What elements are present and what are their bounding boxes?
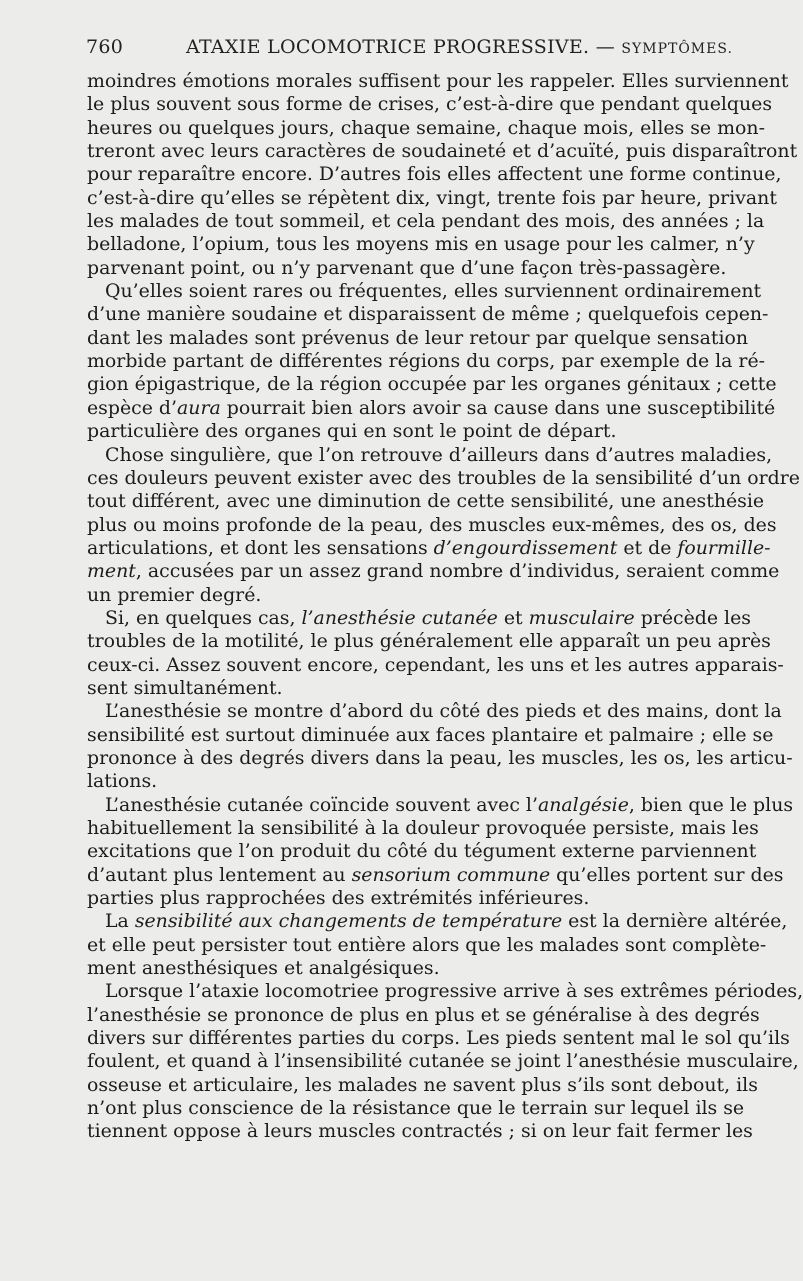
italic-text: analgésie xyxy=(537,793,629,816)
italic-text: aura xyxy=(177,396,221,419)
text-line xyxy=(87,746,793,770)
line-text: et xyxy=(497,606,529,629)
text-line xyxy=(87,677,735,700)
line-text: les malades de tout sommeil, et cela pendant des mois, des années ; la xyxy=(87,210,765,233)
text-line xyxy=(87,863,784,887)
line-text: est la dernière altérée, xyxy=(562,910,788,933)
text-line xyxy=(87,513,777,537)
text-line xyxy=(87,490,765,513)
line-text: qu’elles portent sur des xyxy=(550,863,784,886)
text-line xyxy=(87,140,798,163)
line-text: parvenant point, ou n’y parvenant que d’une façon très-passagère. xyxy=(87,256,727,279)
text-line xyxy=(87,980,803,1003)
italic-text: d’engourdissement xyxy=(433,536,618,559)
line-text: le plus souvent sous forme de crises, c’est-à-dire que pendant quelques xyxy=(87,93,773,116)
text-line xyxy=(87,257,735,280)
text-line xyxy=(87,210,765,233)
text-line xyxy=(87,1050,799,1073)
line-text: espèce d’ xyxy=(87,396,178,419)
text-line xyxy=(87,840,757,863)
text-line xyxy=(87,443,773,467)
line-text: ceux-ci. Assez souvent encore, cependant, les uns et les autres apparais- xyxy=(87,653,784,676)
running-title xyxy=(186,36,733,58)
line-text: osseuse et articulaire, les malades ne savent plus s’ils sont debout, ils xyxy=(87,1073,758,1096)
text-line xyxy=(87,933,767,957)
line-text: belladone, l’opium, tous les moyens mis en usage pour les calmer, n’y xyxy=(87,233,755,256)
italic-text: l’anesthésie cutanée xyxy=(301,606,498,629)
italic-text: sensibilité aux changements de température xyxy=(134,910,563,933)
text-line xyxy=(87,420,735,443)
line-text: un premier degré. xyxy=(87,583,262,606)
line-text: dant les malades sont prévenus de leur retour par quelque sensation xyxy=(87,326,749,349)
text-line xyxy=(87,163,782,186)
text-line xyxy=(87,606,751,630)
line-text: Qu’elles soient rares ou fréquentes, elles surviennent ordinairement xyxy=(105,280,762,303)
line-text: pourrait bien alors avoir sa cause dans une susceptibilité xyxy=(220,396,776,419)
line-text: ment anesthésiques et analgésiques. xyxy=(87,957,440,980)
text-line xyxy=(87,93,773,116)
italic-text: fourmille- xyxy=(677,536,771,559)
line-text: troubles de la motilité, le plus généralement elle apparaît un peu après xyxy=(87,630,771,653)
text-line xyxy=(87,723,774,747)
line-text: l’anesthésie se prononce de plus en plus et se généralise à des degrés xyxy=(87,1003,760,1026)
line-text: précède les xyxy=(634,606,751,629)
text-line xyxy=(87,466,800,490)
line-text: Si, en quelques cas, xyxy=(105,606,302,629)
text-line xyxy=(87,770,735,793)
text-line xyxy=(87,303,769,326)
line-text: foulent, et quand à l’insensibilité cutanée se joint l’anesthésie musculaire, xyxy=(87,1050,799,1073)
line-text: et de xyxy=(617,536,678,559)
text-line xyxy=(87,560,780,583)
text-line xyxy=(87,70,789,93)
line-text: pour reparaître encore. D’autres fois elles affectent une forme continue, xyxy=(87,163,782,186)
text-line xyxy=(87,957,735,980)
text-line xyxy=(87,700,782,723)
text-line xyxy=(87,653,784,677)
title-dash: — xyxy=(595,36,616,58)
line-text: ces douleurs peuvent exister avec des troubles de la sensibilité d’un ordre xyxy=(87,466,800,489)
text-line xyxy=(87,280,762,303)
line-text: sent simultanément. xyxy=(87,676,283,699)
line-text: , accusées par un assez grand nombre d’individus, seraient comme xyxy=(135,560,780,583)
line-text: lations. xyxy=(87,770,158,793)
text-line xyxy=(87,1120,753,1143)
line-text: sensibilité est surtout diminuée aux faces plantaire et palmaire ; elle se xyxy=(87,723,774,746)
line-text: gion épigastrique, de la région occupée par les organes génitaux ; cette xyxy=(87,373,777,396)
text-line xyxy=(87,350,766,373)
text-line xyxy=(87,1003,760,1027)
text-line xyxy=(87,373,777,396)
line-text: tiennent oppose à leurs muscles contractés ; si on leur fait fermer les xyxy=(87,1120,753,1143)
text-line xyxy=(87,1073,758,1097)
italic-text: sensorium commune xyxy=(351,863,551,886)
line-text: n’ont plus conscience de la résistance que le terrain sur lequel ils se xyxy=(87,1097,745,1120)
text-line xyxy=(87,233,755,256)
line-text: L’anesthésie cutanée coïncide souvent avec l’ xyxy=(105,793,538,816)
line-text: et elle peut persister tout entière alors que les malades sont complète- xyxy=(87,933,767,956)
text-line xyxy=(87,326,749,350)
line-text: d’autant plus lentement au xyxy=(87,863,352,886)
line-text: , bien que le plus xyxy=(628,793,794,816)
italic-text: ment xyxy=(87,560,136,583)
text-line xyxy=(87,630,771,653)
text-line xyxy=(87,793,794,817)
line-text: tout différent, avec une diminution de cette sensibilité, une anesthésie xyxy=(87,490,765,513)
line-text: habituellement la sensibilité à la douleur provoquée persiste, mais les xyxy=(87,817,759,839)
italic-text: musculaire xyxy=(528,606,635,629)
line-text: Chose singulière, que l’on retrouve d’ailleurs dans d’autres maladies, xyxy=(105,443,773,466)
text-line xyxy=(87,1027,790,1050)
text-line xyxy=(87,186,777,210)
text-line xyxy=(87,817,759,840)
text-line xyxy=(87,536,771,560)
line-text: divers sur différentes parties du corps. Les pieds sentent mal le sol qu’ils xyxy=(87,1027,790,1050)
line-text: d’une manière soudaine et disparaissent de même ; quelquefois cepen- xyxy=(87,303,769,326)
line-text: articulations, et dont les sensations xyxy=(87,536,434,559)
text-line xyxy=(87,1097,745,1120)
text-line xyxy=(87,396,776,420)
book-title: ATAXIE LOCOMOTRICE PROGRESSIVE. xyxy=(186,36,590,58)
page-number: 760 xyxy=(86,36,124,58)
line-text: parties plus rapprochées des extrémités inférieures. xyxy=(87,887,590,910)
line-text: particulière des organes qui en sont le point de départ. xyxy=(87,420,617,443)
running-header xyxy=(86,36,736,62)
line-text: prononce à des degrés divers dans la peau, les muscles, les os, les articu- xyxy=(87,746,793,769)
text-line xyxy=(87,910,788,933)
line-text: heures ou quelques jours, chaque semaine, chaque mois, elles se mon- xyxy=(87,116,765,139)
section-title: SYMPTÔMES. xyxy=(621,41,733,57)
line-text: Lorsque l’ataxie locomotriee progressive arrive à ses extrêmes périodes, xyxy=(105,980,803,1003)
line-text: plus ou moins profonde de la peau, des muscles eux-mêmes, des os, des xyxy=(87,513,777,536)
line-text: La xyxy=(105,910,135,933)
line-text: morbide partant de différentes régions du corps, par exemple de la ré- xyxy=(87,350,766,373)
line-text: excitations que l’on produit du côté du tégument externe parviennent xyxy=(87,840,757,863)
text-line xyxy=(87,887,735,910)
line-text: moindres émotions morales suffisent pour les rappeler. Elles surviennent xyxy=(87,70,789,92)
text-line xyxy=(87,116,765,140)
line-text: treront avec leurs caractères de soudaineté et d’acuïté, puis disparaîtront xyxy=(87,140,798,163)
line-text: L’anesthésie se montre d’abord du côté des pieds et des mains, dont la xyxy=(105,700,782,723)
text-line xyxy=(87,584,735,607)
page-body-text xyxy=(87,70,803,1144)
line-text: c’est-à-dire qu’elles se répètent dix, vingt, trente fois par heure, privant xyxy=(87,186,777,209)
